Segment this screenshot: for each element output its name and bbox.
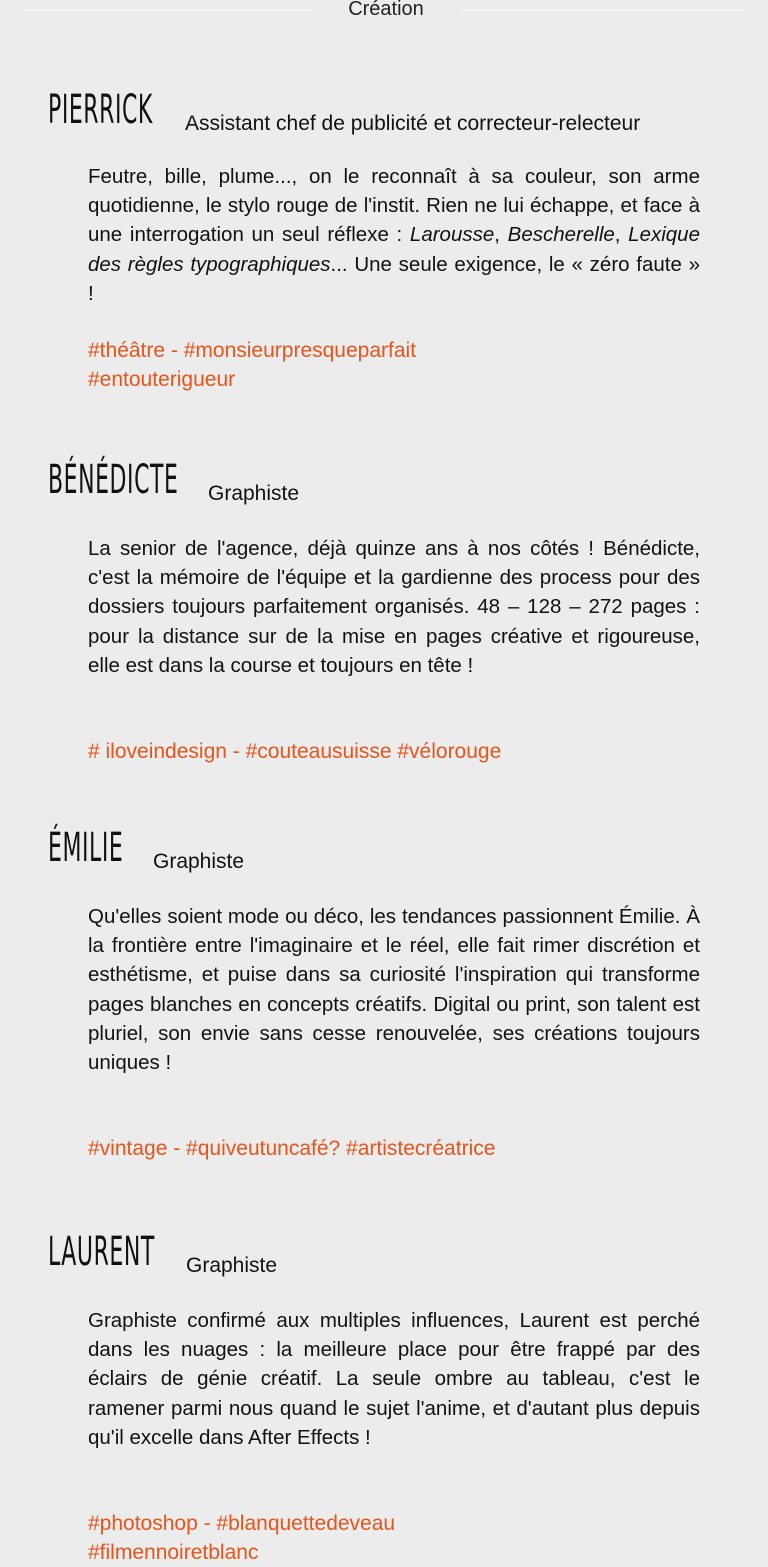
section-header <box>0 0 768 24</box>
bio-text: ... Une seule exigence, le « zéro faute » ! <box>88 252 700 305</box>
member-bio <box>88 162 700 308</box>
member-bio: Qu'elles soient mode ou déco, les tendances passionnent Émilie. À la frontière entre l'imaginaire et le réel, elle fait rimer discrétion et esthétisme, et puise dans sa curiosité l'inspiration qui transforme pages blanches en concepts créatifs. Digital ou print, son talent est pluriel, son envie sans cesse renouvelée, ses créations toujours uniques ! <box>88 905 700 1075</box>
bio-text: Feutre, bille, plume..., on le reconnaît à sa couleur, son arme quotidienne, le stylo rouge de l'instit. Rien ne lui échappe, et face à une interrogation un seul réflexe : <box>88 165 700 247</box>
hashtag-line: #théâtre - #monsieurpresqueparfait <box>88 339 417 362</box>
member-role: Graphiste <box>153 850 245 873</box>
member-role: Assistant chef de publicité et correcteur-relecteur <box>185 112 641 135</box>
section-title: Création <box>348 0 424 20</box>
hashtag-line: #photoshop - #blanquettedeveau <box>88 1512 396 1535</box>
bio-text: , <box>494 223 508 247</box>
member-tags <box>88 737 700 766</box>
bio-book-title: Bescherelle <box>507 223 615 247</box>
hashtag-line: #entouterigueur <box>88 368 236 392</box>
bio-book-title: Lexique des règles typographiques <box>88 223 700 276</box>
member-tags <box>88 1509 700 1567</box>
member-name: ÉMILIE <box>48 825 124 871</box>
member-bio: La senior de l'agence, déjà quinze ans à nos côtés ! Bénédicte, c'est la mémoire de l'équipe et la gardienne des process pour des dossiers toujours parfaitement organisés. 48 – 128 – 272 pages : pour la distance sur de la mise en pages créative et rigoureuse, elle est dans la course et toujours en tête ! <box>88 537 700 677</box>
member-name: BÉNÉDICTE <box>48 457 179 503</box>
member-tags <box>88 336 700 394</box>
member-name: LAURENT <box>48 1229 155 1275</box>
member-bio: Graphiste confirmé aux multiples influences, Laurent est perché dans les nuages : la meilleure place pour être frappé par des éclairs de génie créatif. La seule ombre au tableau, c'est le ramener parmi nous quand le sujet l'anime, et d'autant plus depuis qu'il excelle dans After Effects ! <box>88 1309 700 1449</box>
bio-book-title: Larousse <box>409 223 495 247</box>
header-rule-left <box>22 10 312 11</box>
member-name: PIERRICK <box>48 87 153 133</box>
header-rule-right <box>460 10 746 11</box>
hashtag-line: #vintage - #quiveutuncafé? #artistecréatrice <box>88 1137 496 1160</box>
member-role: Graphiste <box>186 1254 278 1277</box>
member-role: Graphiste <box>208 482 300 505</box>
hashtag-line: #filmennoiretblanc <box>88 1541 259 1565</box>
hashtag-line: # iloveindesign - #couteausuisse #vélorouge <box>88 740 502 763</box>
member-tags <box>88 1134 700 1163</box>
bio-text: , <box>614 223 629 247</box>
